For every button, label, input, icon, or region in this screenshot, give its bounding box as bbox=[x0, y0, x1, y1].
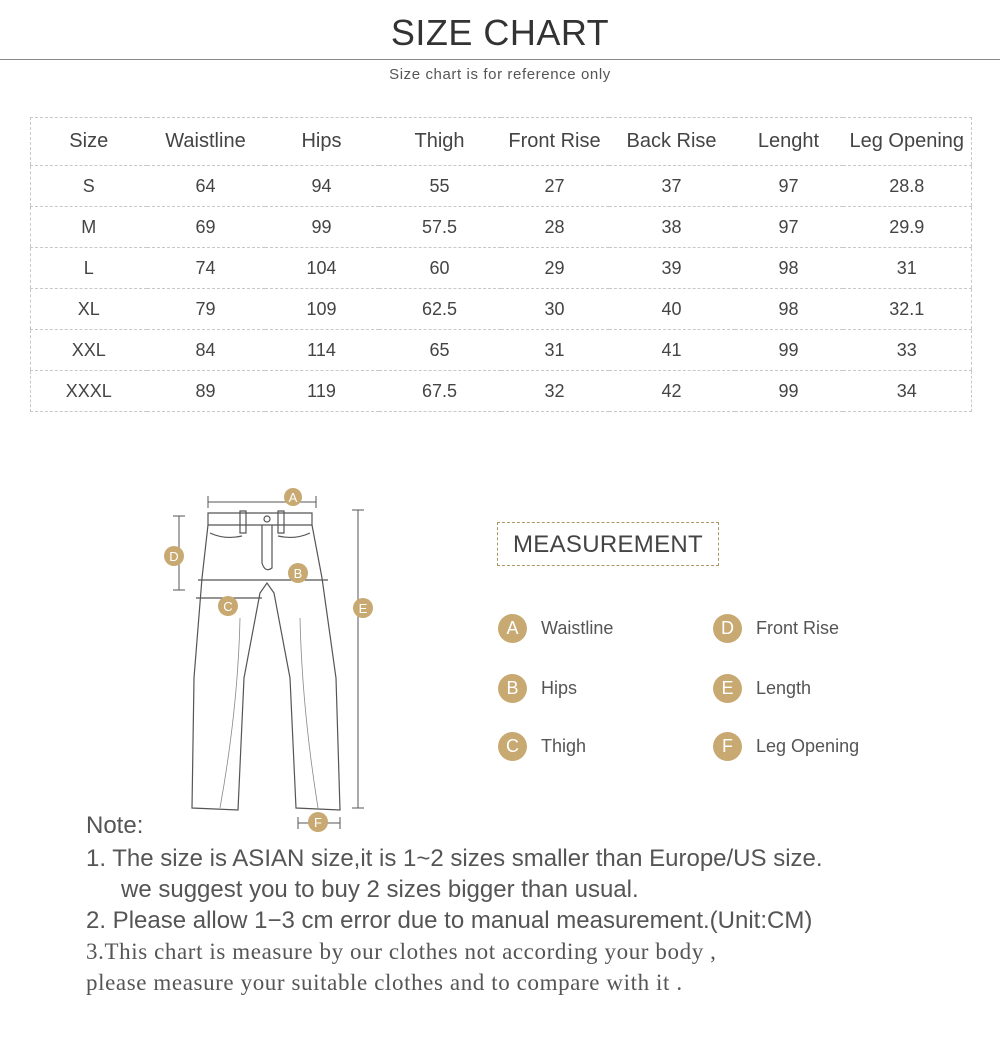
table-cell: 84 bbox=[147, 330, 265, 371]
legend-leg-opening bbox=[713, 731, 859, 761]
table-cell: XXXL bbox=[65, 380, 112, 401]
header-thigh: Thigh bbox=[379, 118, 501, 166]
page-subtitle: Size chart is for reference only bbox=[389, 66, 611, 83]
pants-diagram bbox=[150, 478, 390, 838]
table-cell: 67.5 bbox=[421, 380, 458, 401]
table-cell: 31 bbox=[843, 248, 972, 289]
marker-b-label: B bbox=[293, 566, 303, 581]
header-waistline: Waistline bbox=[147, 118, 265, 166]
legend-label: Length bbox=[756, 677, 812, 698]
marker-c-label: C bbox=[223, 599, 233, 614]
legend-label: Thigh bbox=[541, 735, 587, 756]
table-cell: 34 bbox=[896, 380, 917, 401]
table-cell: 89 bbox=[195, 380, 216, 401]
table-cell: 109 bbox=[265, 289, 379, 330]
table-cell: 98 bbox=[735, 289, 843, 330]
legend-badge: B bbox=[498, 674, 527, 703]
table-cell: 99 bbox=[735, 330, 843, 371]
note-line: 3.This chart is measure by our clothes not according your body , bbox=[86, 939, 717, 964]
legend-badge: C bbox=[498, 732, 527, 761]
header-length: Lenght bbox=[735, 118, 843, 166]
marker-a bbox=[284, 488, 302, 506]
table-cell: 57.5 bbox=[379, 207, 501, 248]
header-hips: Hips bbox=[265, 118, 379, 166]
table-cell: 97 bbox=[735, 166, 843, 207]
table-row bbox=[31, 371, 972, 412]
table-cell: 65 bbox=[379, 330, 501, 371]
table-row bbox=[31, 207, 972, 248]
table-cell: 79 bbox=[147, 289, 265, 330]
table-cell: 29.9 bbox=[843, 207, 972, 248]
legend-badge: E bbox=[713, 674, 742, 703]
table-cell: XXL bbox=[31, 330, 147, 371]
legend-badge: A bbox=[498, 614, 527, 643]
legend-waistline bbox=[498, 613, 613, 643]
table-cell: M bbox=[31, 207, 147, 248]
measurement-title: MEASUREMENT bbox=[497, 522, 719, 566]
page-title: SIZE CHART bbox=[390, 12, 610, 53]
table-cell: 97 bbox=[735, 207, 843, 248]
table-cell: 33 bbox=[843, 330, 972, 371]
table-cell: 74 bbox=[147, 248, 265, 289]
table-cell: 62.5 bbox=[379, 289, 501, 330]
table-cell: 38 bbox=[609, 207, 735, 248]
table-cell: 29 bbox=[501, 248, 609, 289]
table-cell: 41 bbox=[609, 330, 735, 371]
legend-badge: F bbox=[713, 732, 742, 761]
header-size: Size bbox=[31, 118, 147, 166]
table-header-row bbox=[31, 118, 972, 166]
table-cell: 55 bbox=[379, 166, 501, 207]
legend-length bbox=[713, 673, 811, 703]
header-leg-opening: Leg Opening bbox=[843, 118, 972, 166]
table-cell: 28.8 bbox=[843, 166, 972, 207]
marker-e-label: E bbox=[358, 601, 368, 616]
table-cell: 104 bbox=[265, 248, 379, 289]
table-cell: 40 bbox=[609, 289, 735, 330]
table-cell: 94 bbox=[265, 166, 379, 207]
marker-b bbox=[288, 563, 308, 583]
table-cell: 32.1 bbox=[843, 289, 972, 330]
size-table bbox=[30, 117, 972, 412]
marker-f-label: F bbox=[314, 815, 322, 830]
marker-c bbox=[218, 596, 238, 616]
table-cell: S bbox=[31, 166, 147, 207]
note-line: 1. The size is ASIAN size,it is 1~2 sizes smaller than Europe/US size. bbox=[86, 845, 823, 872]
legend-label: Waistline bbox=[541, 617, 614, 638]
header-front-rise: Front Rise bbox=[501, 118, 609, 166]
notes-heading: Note: bbox=[86, 812, 144, 839]
table-cell: 99 bbox=[265, 207, 379, 248]
table-cell: 119 bbox=[307, 380, 336, 401]
table-row bbox=[31, 330, 972, 371]
note-line: we suggest you to buy 2 sizes bigger than usual. bbox=[121, 876, 639, 903]
note-line: please measure your suitable clothes and to compare with it . bbox=[86, 970, 683, 995]
table-cell: 42 bbox=[661, 380, 682, 401]
table-cell: 99 bbox=[778, 380, 799, 401]
legend-label: Front Rise bbox=[756, 617, 840, 638]
table-cell: 37 bbox=[609, 166, 735, 207]
table-row bbox=[31, 166, 972, 207]
legend-front-rise bbox=[713, 613, 839, 643]
table-cell: 64 bbox=[147, 166, 265, 207]
table-cell: 30 bbox=[501, 289, 609, 330]
note-line: 2. Please allow 1−3 cm error due to manual measurement.(Unit:CM) bbox=[86, 907, 813, 934]
marker-e bbox=[353, 598, 373, 618]
table-cell: 114 bbox=[265, 330, 379, 371]
marker-d-label: D bbox=[169, 549, 179, 564]
table-row bbox=[31, 248, 972, 289]
table-cell: 69 bbox=[147, 207, 265, 248]
table-cell: 60 bbox=[379, 248, 501, 289]
legend-label: Hips bbox=[541, 677, 578, 698]
table-cell: 32 bbox=[544, 380, 565, 401]
table-cell: 98 bbox=[735, 248, 843, 289]
table-cell: 31 bbox=[501, 330, 609, 371]
table-cell: 39 bbox=[609, 248, 735, 289]
table-cell: 27 bbox=[501, 166, 609, 207]
table-cell: 28 bbox=[501, 207, 609, 248]
marker-d bbox=[164, 546, 184, 566]
header-back-rise: Back Rise bbox=[609, 118, 735, 166]
legend-thigh bbox=[498, 731, 586, 761]
notes-section bbox=[86, 812, 986, 998]
table-cell: XL bbox=[31, 289, 147, 330]
table-cell: L bbox=[31, 248, 147, 289]
legend-badge: D bbox=[713, 614, 742, 643]
table-row bbox=[31, 289, 972, 330]
marker-a-label: A bbox=[288, 490, 298, 505]
title-divider bbox=[0, 59, 1000, 60]
legend-label: Leg Opening bbox=[756, 735, 860, 756]
legend-hips bbox=[498, 673, 577, 703]
